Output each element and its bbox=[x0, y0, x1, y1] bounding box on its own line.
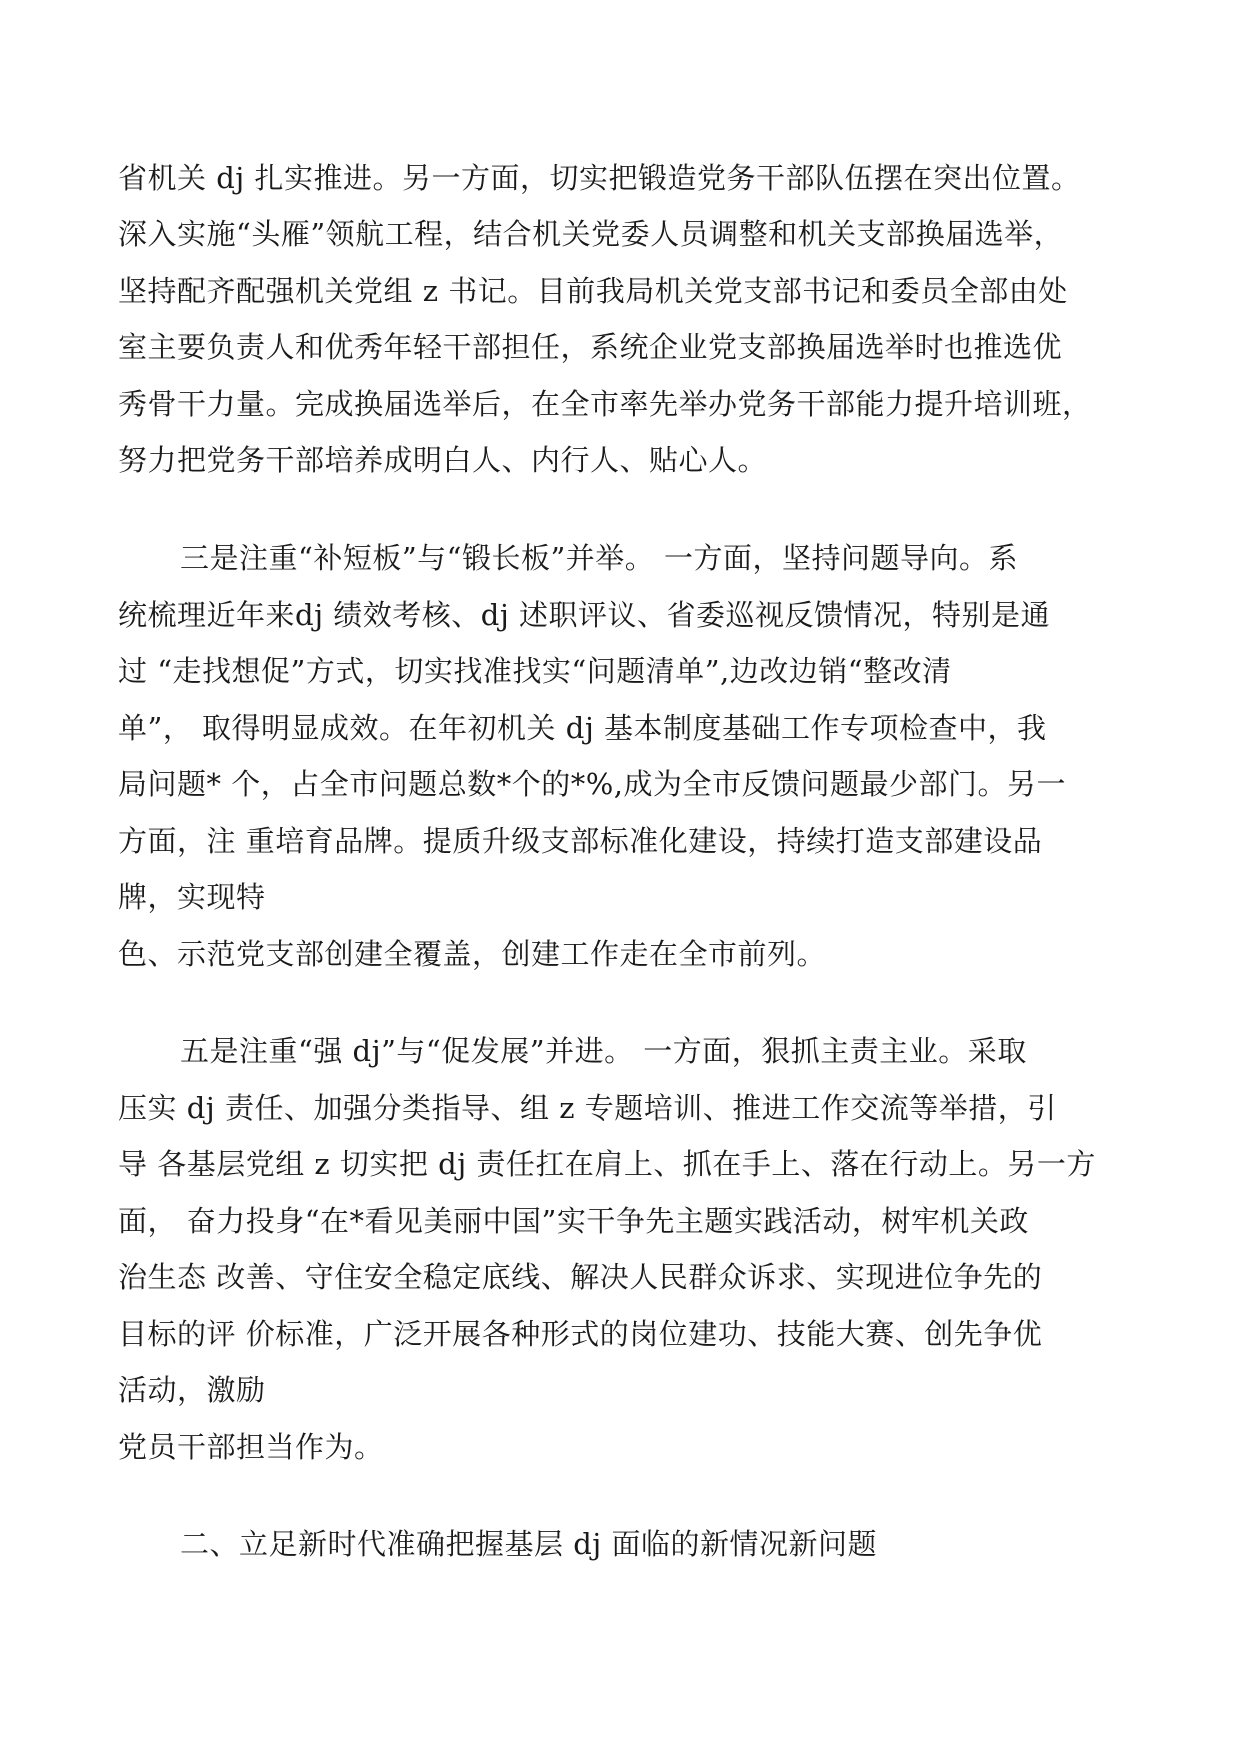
text-line: 面， 奋力投身“在*看见美丽中国”实干争先主题实践活动，树牢机关政 bbox=[118, 1204, 1029, 1238]
text-line: 党员干部担当作为。 bbox=[118, 1430, 384, 1464]
text-line: 努力把党务干部培养成明白人、内行人、贴心人。 bbox=[118, 443, 768, 477]
text-line: 压实 dj 责任、加强分类指导、组 z 专题培训、推进工作交流等举措，引 bbox=[118, 1091, 1057, 1125]
text-line: 坚持配齐配强机关党组 z 书记。目前我局机关党支部书记和委员全部由处 bbox=[118, 274, 1068, 308]
text-line: 省机关 dj 扎实推进。另一方面，切实把锻造党务干部队伍摆在突出位置。 bbox=[118, 161, 1081, 195]
section-heading: 二、立足新时代准确把握基层 dj 面临的新情况新问题 bbox=[180, 1527, 877, 1561]
text-line: 方面，注 重培育品牌。提质升级支部标准化建设，持续打造支部建设品 bbox=[118, 824, 1043, 858]
text-line: 室主要负责人和优秀年轻干部担任，系统企业党支部换届选举时也推选优 bbox=[118, 330, 1063, 364]
text-line: 过 “走找想促”方式，切实找准找实“问题清单”,边改边销“整改清 bbox=[118, 654, 952, 688]
paragraph-heading-line: 五是注重“强 dj”与“促发展”并进。 一方面，狠抓主责主业。采取 bbox=[180, 1034, 1027, 1068]
text-line: 秀骨干力量。完成换届选举后，在全市率先举办党务干部能力提升培训班， bbox=[118, 387, 1092, 421]
text-line: 单”， 取得明显成效。在年初机关 dj 基本制度基础工作专项检查中，我 bbox=[118, 711, 1047, 745]
text-line: 深入实施“头雁”领航工程，结合机关党委人员调整和机关支部换届选举， bbox=[118, 217, 1064, 251]
text-line: 目标的评 价标准，广泛开展各种形式的岗位建功、技能大赛、创先争优 bbox=[118, 1317, 1043, 1351]
text-line: 导 各基层党组 z 切实把 dj 责任扛在肩上、抓在手上、落在行动上。另一方 bbox=[118, 1147, 1096, 1181]
text-line: 色、示范党支部创建全覆盖，创建工作走在全市前列。 bbox=[118, 937, 827, 971]
text-line: 活动，激励 bbox=[118, 1373, 266, 1407]
text-line: 牌，实现特 bbox=[118, 880, 266, 914]
text-line: 治生态 改善、守住安全稳定底线、解决人民群众诉求、实现进位争先的 bbox=[118, 1260, 1043, 1294]
text-line: 统梳理近年来dj 绩效考核、dj 述职评议、省委巡视反馈情况，特别是通 bbox=[118, 598, 1051, 632]
paragraph-heading-line: 三是注重“补短板”与“锻长板”并举。 一方面，坚持问题导向。系 bbox=[180, 541, 1019, 575]
text-line: 局问题* 个，占全市问题总数*个的*%,成为全市反馈问题最少部门。另一 bbox=[118, 767, 1066, 801]
